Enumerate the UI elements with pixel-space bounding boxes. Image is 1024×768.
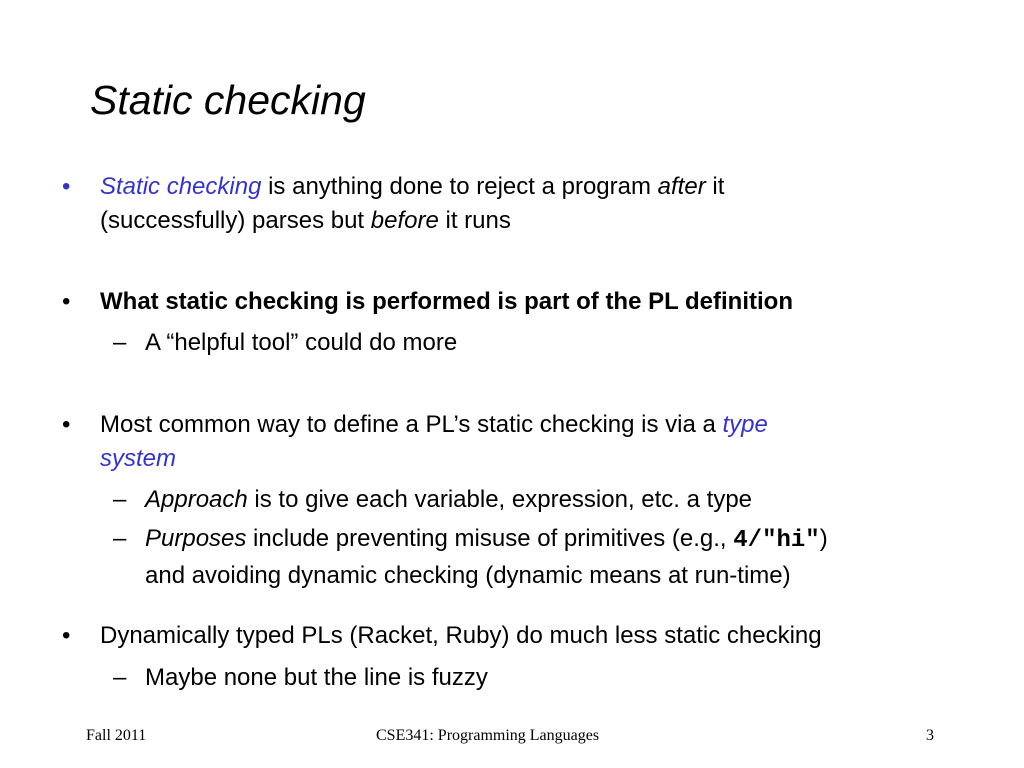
- bullet-4-sub-1: Maybe none but the line is fuzzy: [145, 664, 488, 691]
- bullet-3-sub-1: Approach is to give each variable, expression, etc. a type: [145, 486, 753, 513]
- bullet-marker: •: [62, 173, 71, 200]
- bullet-marker: •: [62, 622, 71, 649]
- bullet-2: What static checking is performed is part of the PL definition: [100, 288, 793, 315]
- bullet-3-line-1: Most common way to define a PL’s static checking is via a type: [100, 411, 768, 438]
- footer-page-number: 3: [926, 727, 934, 744]
- footer-date: Fall 2011: [86, 727, 147, 744]
- bullet-1-line-1: Static checking is anything done to reject a program after it: [100, 173, 725, 200]
- dash-marker: –: [113, 664, 127, 691]
- bullet-marker: •: [62, 288, 71, 315]
- bullet-4: Dynamically typed PLs (Racket, Ruby) do much less static checking: [100, 622, 822, 649]
- bullet-3-sub-2-line-2: and avoiding dynamic checking (dynamic means at run-time): [145, 562, 791, 589]
- bullet-3-line-2: [100, 441, 176, 476]
- term-static-checking: Static checking: [100, 173, 262, 200]
- bullet-2-sub-1: A “helpful tool” could do more: [145, 329, 458, 356]
- term-type: type: [722, 411, 768, 438]
- footer-course: CSE341: Programming Languages: [376, 727, 600, 744]
- slide-title: Static checking: [90, 77, 366, 123]
- term-system: system: [100, 445, 177, 472]
- code-snippet: 4/"hi": [733, 527, 820, 554]
- dash-marker: –: [113, 486, 127, 513]
- bullet-marker: •: [62, 411, 71, 438]
- bullet-1-line-2: (successfully) parses but before it runs: [100, 207, 511, 234]
- dash-marker: –: [113, 525, 127, 552]
- bullet-3-sub-2-line-1: Purposes include preventing misuse of primitives (e.g., 4/"hi"): [145, 525, 828, 554]
- dash-marker: –: [113, 329, 127, 356]
